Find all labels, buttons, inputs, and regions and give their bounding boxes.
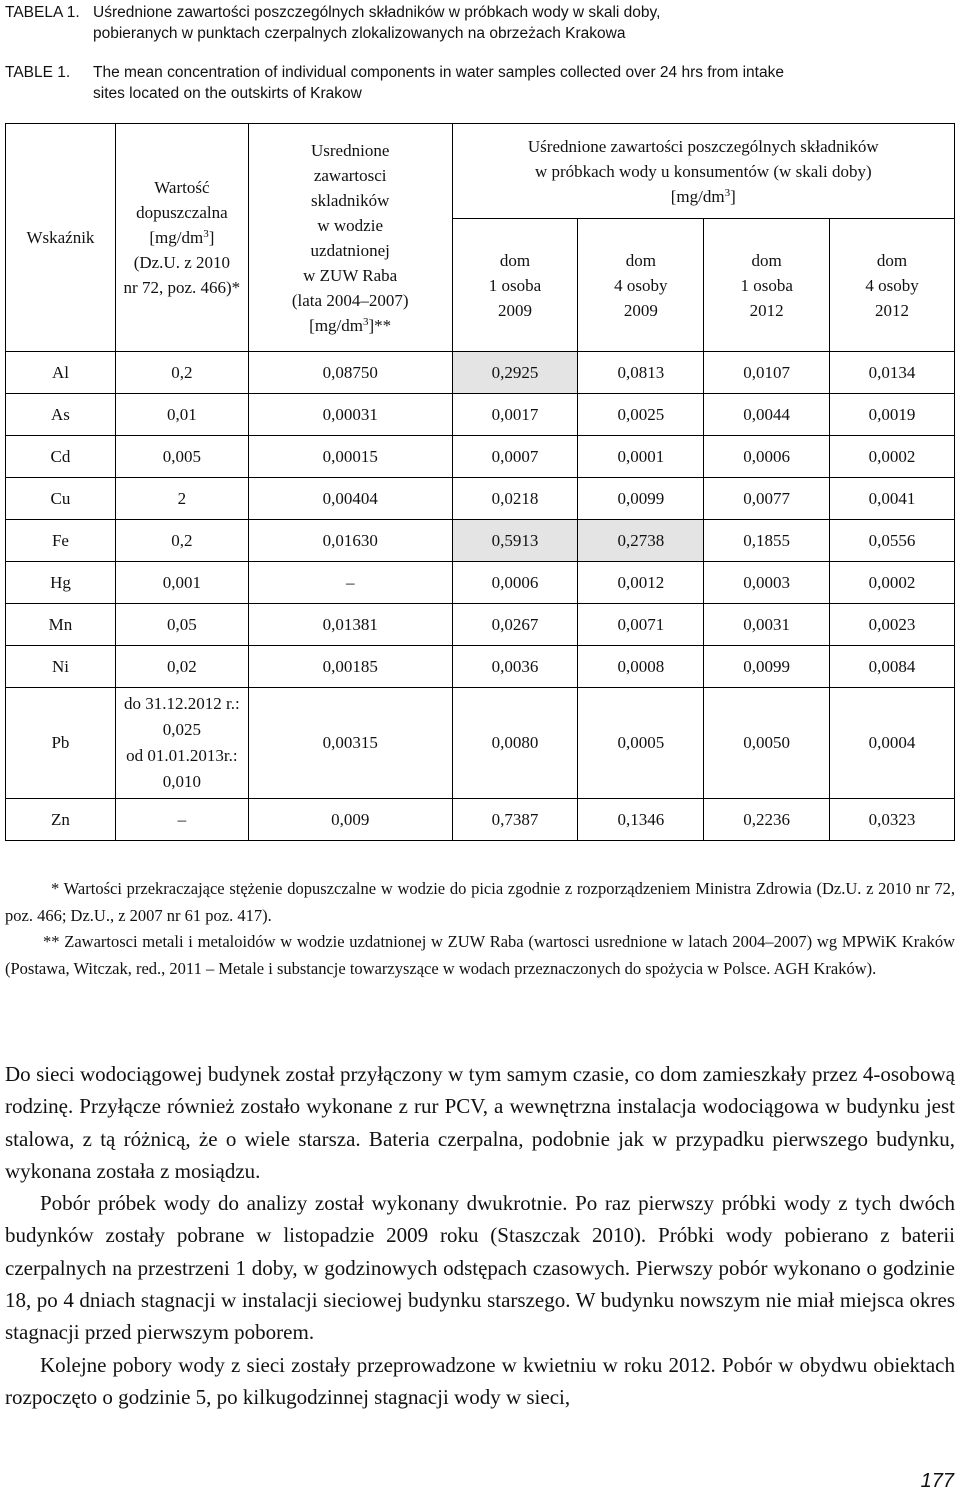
table-row: Al 0,2 0,08750 0,2925 0,0813 0,0107 0,0134 — [6, 352, 955, 394]
caption-polish-line1: Uśrednione zawartości poszczególnych składników w próbkach wody w skali doby, — [93, 4, 661, 21]
header-dom-4-2009: dom 4 osoby 2009 — [578, 219, 704, 352]
caption-polish-line2: pobieranych w punktach czerpalnych zlokalizowanych na obrzeżach Krakowa — [93, 25, 626, 42]
table-row-pb: Pb do 31.12.2012 r.: 0,025 od 01.01.2013r.: 0,010 0,00315 0,0080 0,0005 0,0050 0,0004 — [6, 688, 955, 799]
caption-polish — [5, 2, 660, 44]
page-number: 177 — [920, 1470, 954, 1492]
header-limit: Wartość dopuszczalna $[mg/dm^3]$ (Dz.U. z 2010 nr 72, poz. 466)* — [115, 124, 248, 352]
table-row: Fe 0,2 0,01630 0,5913 0,2738 0,1855 0,0556 — [6, 520, 955, 562]
caption-polish-label: TABELA 1. — [5, 4, 80, 21]
table-row: Cd 0,005 0,00015 0,0007 0,0001 0,0006 0,0002 — [6, 436, 955, 478]
header-dom-1-2012: dom 1 osoba 2012 — [704, 219, 830, 352]
table-row: Hg 0,001 – 0,0006 0,0012 0,0003 0,0002 — [6, 562, 955, 604]
header-dom-1-2009: dom 1 osoba 2009 — [452, 219, 578, 352]
caption-english-label: TABLE 1. — [5, 64, 71, 81]
footnotes — [5, 876, 955, 982]
table-row: As 0,01 0,00031 0,0017 0,0025 0,0044 0,0019 — [6, 394, 955, 436]
footnote-2: ** Zawartosci metali i metaloidów w wodzie uzdatnionej w ZUW Raba (wartosci usrednione w latach 2004–2007) wg MPWiK Kraków (Postawa, Witczak, red., 2011 – Metale i substancje towarzyszące w wodach przeznaczonych do spożycia w Polsce. AGH Kraków). — [5, 932, 955, 978]
header-zuw-average: Usrednione zawartosci skladników w wodzie uzdatnionej w ZUW Raba (lata 2004–2007) $[mg/dm^3]**$ — [248, 124, 452, 352]
header-dom-4-2012: dom 4 osoby 2012 — [830, 219, 955, 352]
table-row: Cu 2 0,00404 0,0218 0,0099 0,0077 0,0041 — [6, 478, 955, 520]
pb-limit-cell: do 31.12.2012 r.: 0,025 od 01.01.2013r.: 0,010 — [115, 688, 248, 799]
paragraph-3: Kolejne pobory wody z sieci zostały przeprowadzone w kwietniu w roku 2012. Pobór w obydwu obiektach rozpoczęto o godzinie 5, po kilkugodzinnej stagnacji wody w sieci, — [5, 1352, 955, 1409]
data-table — [5, 123, 955, 841]
paragraph-2: Pobór próbek wody do analizy został wykonany dwukrotnie. Po raz pierwszy próbki wody z tych dwóch budynków zostały pobrane w listopadzie 2009 roku (Staszczak 2010). Próbki wody pobierano z baterii czerpalnych na przestrzeni 1 doby, w godzinowych odstępach czasowych. Pierwszy pobór wykonano o godzinie 18, po 4 dniach stagnacji w instalacji sieciowej budynku starszego. W budynku nowszym nie miał miejsca okres stagnacji przed pierwszym poborem. — [5, 1191, 955, 1345]
table-row: Ni 0,02 0,00185 0,0036 0,0008 0,0099 0,0084 — [6, 646, 955, 688]
table-row-zn: Zn – 0,009 0,7387 0,1346 0,2236 0,0323 — [6, 799, 955, 841]
table-row: Mn 0,05 0,01381 0,0267 0,0071 0,0031 0,0023 — [6, 604, 955, 646]
caption-english-line2: sites located on the outskirts of Krakow — [93, 85, 362, 102]
paragraph-1: Do sieci wodociągowej budynek został przyłączony w tym samym czasie, co dom zamieszkały przez 4-osobową rodzinę. Przyłącze również zostało wykonane z rur PCV, a wewnętrzna instalacja wodociągowa w budynku jest stalowa, z tą różnicą, że o wiele starsza. Bateria czerpalna, podobnie jak w przypadku pierwszego budynku, wykonana została z mosiądzu. — [5, 1062, 955, 1183]
body-text — [5, 1058, 955, 1413]
caption-english-line1: The mean concentration of individual components in water samples collected over 24 hrs from intake — [93, 64, 784, 81]
header-wskaznik: Wskaźnik — [6, 124, 116, 352]
header-consumer-group: Uśrednione zawartości poszczególnych składników w próbkach wody u konsumentów (w skali doby) $[mg/dm^3]$ — [452, 124, 954, 219]
caption-english — [5, 62, 784, 104]
footnote-1: * Wartości przekraczające stężenie dopuszczalne w wodzie do picia zgodnie z rozporządzeniem Ministra Zdrowia (Dz.U. z 2010 nr 72, poz. 466; Dz.U., z 2007 nr 61 poz. 417). — [5, 879, 955, 925]
